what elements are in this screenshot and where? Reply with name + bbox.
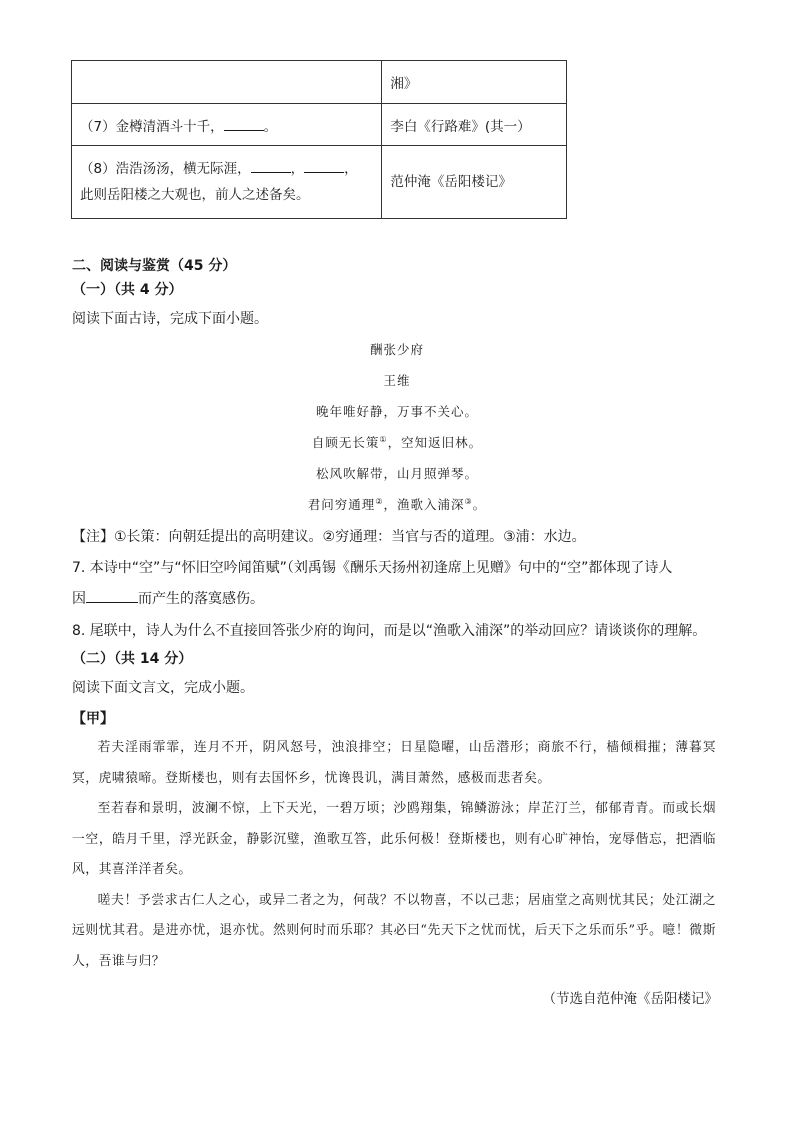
passage-paragraph-3: 嗟夫！予尝求古仁人之心，或异二者之为，何哉？不以物喜，不以己悲；居庙堂之高则忧其民；处江湖之远则忧其君。是进亦忧，退亦忧。然则何时而乐耶？其必曰“先天下之忧而忧，后天下之乐而乐”乎。噫！微斯人，吾谁与归？ bbox=[72, 892, 716, 969]
poem-text: 自顾无长策 bbox=[311, 435, 380, 450]
classical-passage bbox=[72, 733, 716, 977]
poem-note: 【注】①长策：向朝廷提出的高明建议。②穷通理：当官与否的道理。③浦：水边。 bbox=[72, 529, 586, 545]
poem-line-3: 松风吹解带，山月照弹琴。 bbox=[315, 466, 478, 481]
answer-blank bbox=[304, 160, 344, 173]
fill-in-table bbox=[71, 60, 567, 219]
passage-paragraph-2: 至若春和景明，波澜不惊，上下天光，一碧万顷；沙鸥翔集，锦鳞游泳；岸芷汀兰，郁郁青青。而或长烟一空，皓月千里，浮光跃金，静影沉璧，渔歌互答，此乐何极！登斯楼也，则有心旷神怡，宠辱偕忘，把酒临风，其喜洋洋者矣。 bbox=[72, 801, 716, 877]
part2-title: （二）（共 14 分） bbox=[72, 651, 193, 667]
author-work-cell: 范仲淹《岳阳楼记》 bbox=[382, 146, 567, 219]
passage-source: （节选自范仲淹《岳阳楼记》 bbox=[542, 991, 718, 1007]
instruction-2: 阅读下面文言文，完成小题。 bbox=[72, 680, 254, 696]
question-7-line-1: 7. 本诗中“空”与“怀旧空吟闻笛赋”（刘禹锡《酬乐天扬州初逢席上见赠》句中的“空”都体现了诗人 bbox=[72, 560, 673, 576]
table-row bbox=[72, 146, 567, 219]
part1-title: （一）（共 4 分） bbox=[72, 282, 183, 298]
poem-text: ，渔歌入浦深 bbox=[383, 497, 465, 512]
author-work-cell: 湘》 bbox=[382, 61, 567, 104]
comma: ， bbox=[290, 161, 305, 177]
poem-line-2 bbox=[0, 433, 794, 451]
author-work-cell: 李白《行路难》(其一） bbox=[382, 104, 567, 146]
question-text: 因 bbox=[72, 591, 86, 607]
passage-label-jia: 【甲】 bbox=[72, 711, 114, 727]
answer-blank bbox=[251, 160, 291, 173]
question-text: （8）浩浩汤汤，横无际涯， bbox=[80, 161, 251, 177]
question-text: 而产生的落寞感伤。 bbox=[138, 591, 264, 607]
question-text-end: 。 bbox=[263, 118, 278, 135]
comma: ， bbox=[344, 161, 358, 177]
poem-text: 君问穷通理 bbox=[307, 497, 376, 512]
answer-blank bbox=[86, 590, 138, 603]
poem-title: 酬张少府 bbox=[369, 342, 424, 357]
question-cell bbox=[72, 146, 382, 219]
question-text: （7）金樽清酒斗十千， bbox=[80, 118, 224, 135]
poem-text: ，空知返旧林。 bbox=[387, 435, 483, 450]
poem-line-4 bbox=[0, 495, 794, 513]
instruction-1: 阅读下面古诗，完成下面小题。 bbox=[72, 311, 268, 327]
question-8: 8. 尾联中，诗人为什么不直接回答张少府的询问，而是以“渔歌入浦深”的举动回应？请谈谈你的理解。 bbox=[72, 623, 707, 639]
poem-text: 。 bbox=[472, 497, 487, 512]
note-mark: ① bbox=[379, 434, 388, 444]
note-mark: ③ bbox=[464, 496, 473, 506]
poem-line-1: 晚年唯好静，万事不关心。 bbox=[315, 404, 478, 419]
passage-paragraph-1: 若夫淫雨霏霏，连月不开，阴风怒号，浊浪排空；日星隐曜，山岳潜形；商旅不行，樯倾楫摧；薄暮冥冥，虎啸猿啼。登斯楼也，则有去国怀乡，忧谗畏讥，满目萧然，感极而悲者矣。 bbox=[72, 740, 716, 786]
question-cell bbox=[72, 61, 382, 104]
table-row bbox=[72, 61, 567, 104]
poem-author: 王维 bbox=[383, 373, 411, 388]
question-text-line2: 此则岳阳楼之大观也，前人之述备矣。 bbox=[80, 187, 310, 203]
note-mark: ② bbox=[375, 496, 384, 506]
table-row bbox=[72, 104, 567, 146]
question-7-line-2 bbox=[72, 588, 264, 608]
section-title: 二、阅读与鉴赏（45 分） bbox=[72, 258, 237, 274]
question-cell bbox=[72, 104, 382, 146]
answer-blank bbox=[224, 118, 264, 131]
